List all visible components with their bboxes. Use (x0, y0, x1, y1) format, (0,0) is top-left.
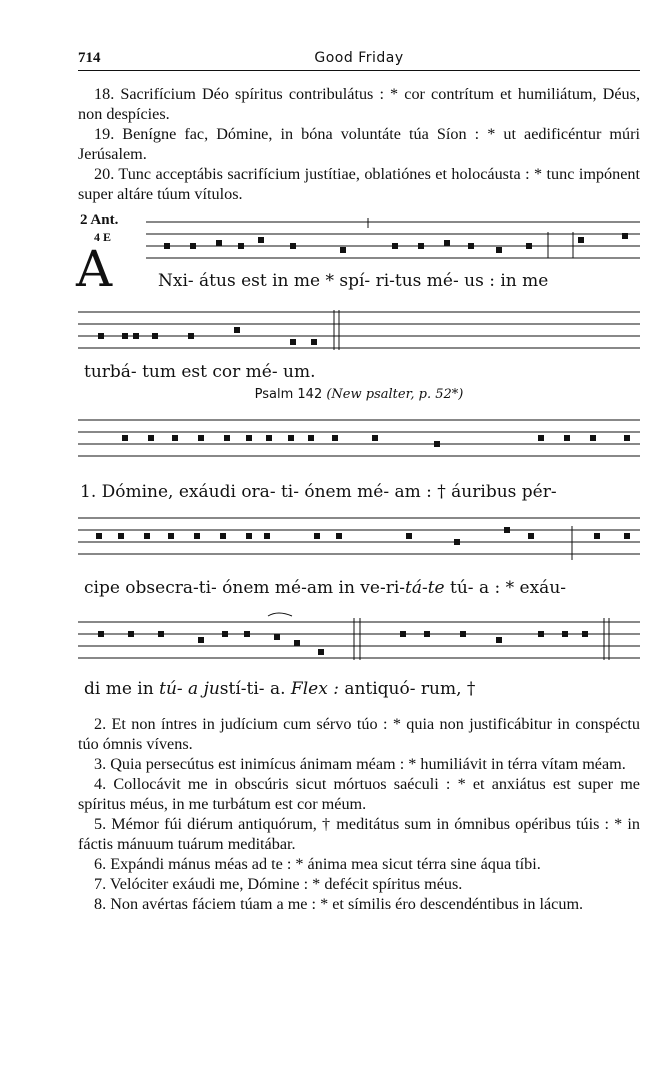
antiphon-mode: 4 E (94, 230, 112, 244)
verse-19: 19. Benígne fac, Dómine, in bóna voluntáte túa Síon : * ut aedificéntur múri Jerúsalem. (78, 125, 640, 163)
verse-18: 18. Sacrifícium Déo spíritus contribulátus : * cor contrítum et humiliátum, Déus, non despícies. (78, 85, 640, 123)
psalm-verse-4: 4. Collocávit me in obscúris sicut mórtuos saéculi : * et anxiátus est super me spíritus méus, in me turbátum est cor méum. (78, 775, 640, 813)
chant-staff-1 (78, 214, 640, 260)
page-number: 714 (78, 50, 101, 66)
verses-top (78, 84, 640, 204)
page-title: Good Friday (314, 50, 404, 66)
psalm-verse-2: 2. Et non íntres in judícium cum sérvo túo : * quia non justificábitur in conspéctu túo ómnis vívens. (78, 715, 640, 753)
verse-20: 20. Tunc acceptábis sacrifícium justítiae, oblatiónes et holocáusta : * tunc impónent super altáre túum vítulos. (78, 165, 640, 203)
neumes-3 (122, 435, 630, 447)
psalm-lyric-1: 1. Dómine, exáudi ora- ti- ónem mé- am : † áuribus pér- (80, 482, 557, 502)
psalm-lyric-3: di me in tú- a justí-ti- a. Flex : antiquó- rum, † (84, 679, 476, 699)
psalm-title (78, 387, 640, 402)
neumes-5 (98, 631, 588, 655)
chant-staff-4 (78, 510, 640, 560)
verses-bottom (78, 714, 640, 914)
psalm-verse-3: 3. Quia persecútus est inimícus ánimam méam : * humiliávit in térra vítam méam. (94, 755, 626, 773)
antiphon-lyric-1: Nxi- átus est in me * spí- ri-tus mé- us : in me (158, 271, 549, 291)
antiphon-initial: A (76, 240, 113, 298)
psalm-lyric-2: cipe obsecra-ti- ónem mé-am in ve-ri-tá-te tú- a : * exáu- (84, 578, 567, 598)
psalm-title-note: (New psalter, p. 52*) (326, 387, 464, 402)
psalm-verse-7: 7. Velóciter exáudi me, Dómine : * defécit spíritus méus. (94, 875, 463, 893)
chant-staff-3 (78, 414, 640, 458)
antiphon-lyric-2: turbá- tum est cor mé- um. (84, 362, 316, 382)
antiphon-label: 2 Ant. (80, 212, 119, 228)
psalm-verse-8: 8. Non avértas fáciem túam a me : * et símilis éro descendéntibus in lácum. (94, 895, 584, 913)
page-header (78, 48, 640, 71)
psalm-verse-6: 6. Expándi mánus méas ad te : * ánima mea sicut térra sine áqua tíbi. (94, 855, 541, 873)
neumes-1 (164, 233, 628, 253)
psalm-verse-5: 5. Mémor fúi diérum antiquórum, † meditátus sum in ómnibus opéribus túis : * in fáctis mánuum tuárum meditábar. (78, 815, 640, 853)
psalm-title-main: Psalm 142 (254, 387, 323, 402)
chant-staff-5 (78, 612, 640, 664)
chant-staff-2 (78, 306, 640, 352)
